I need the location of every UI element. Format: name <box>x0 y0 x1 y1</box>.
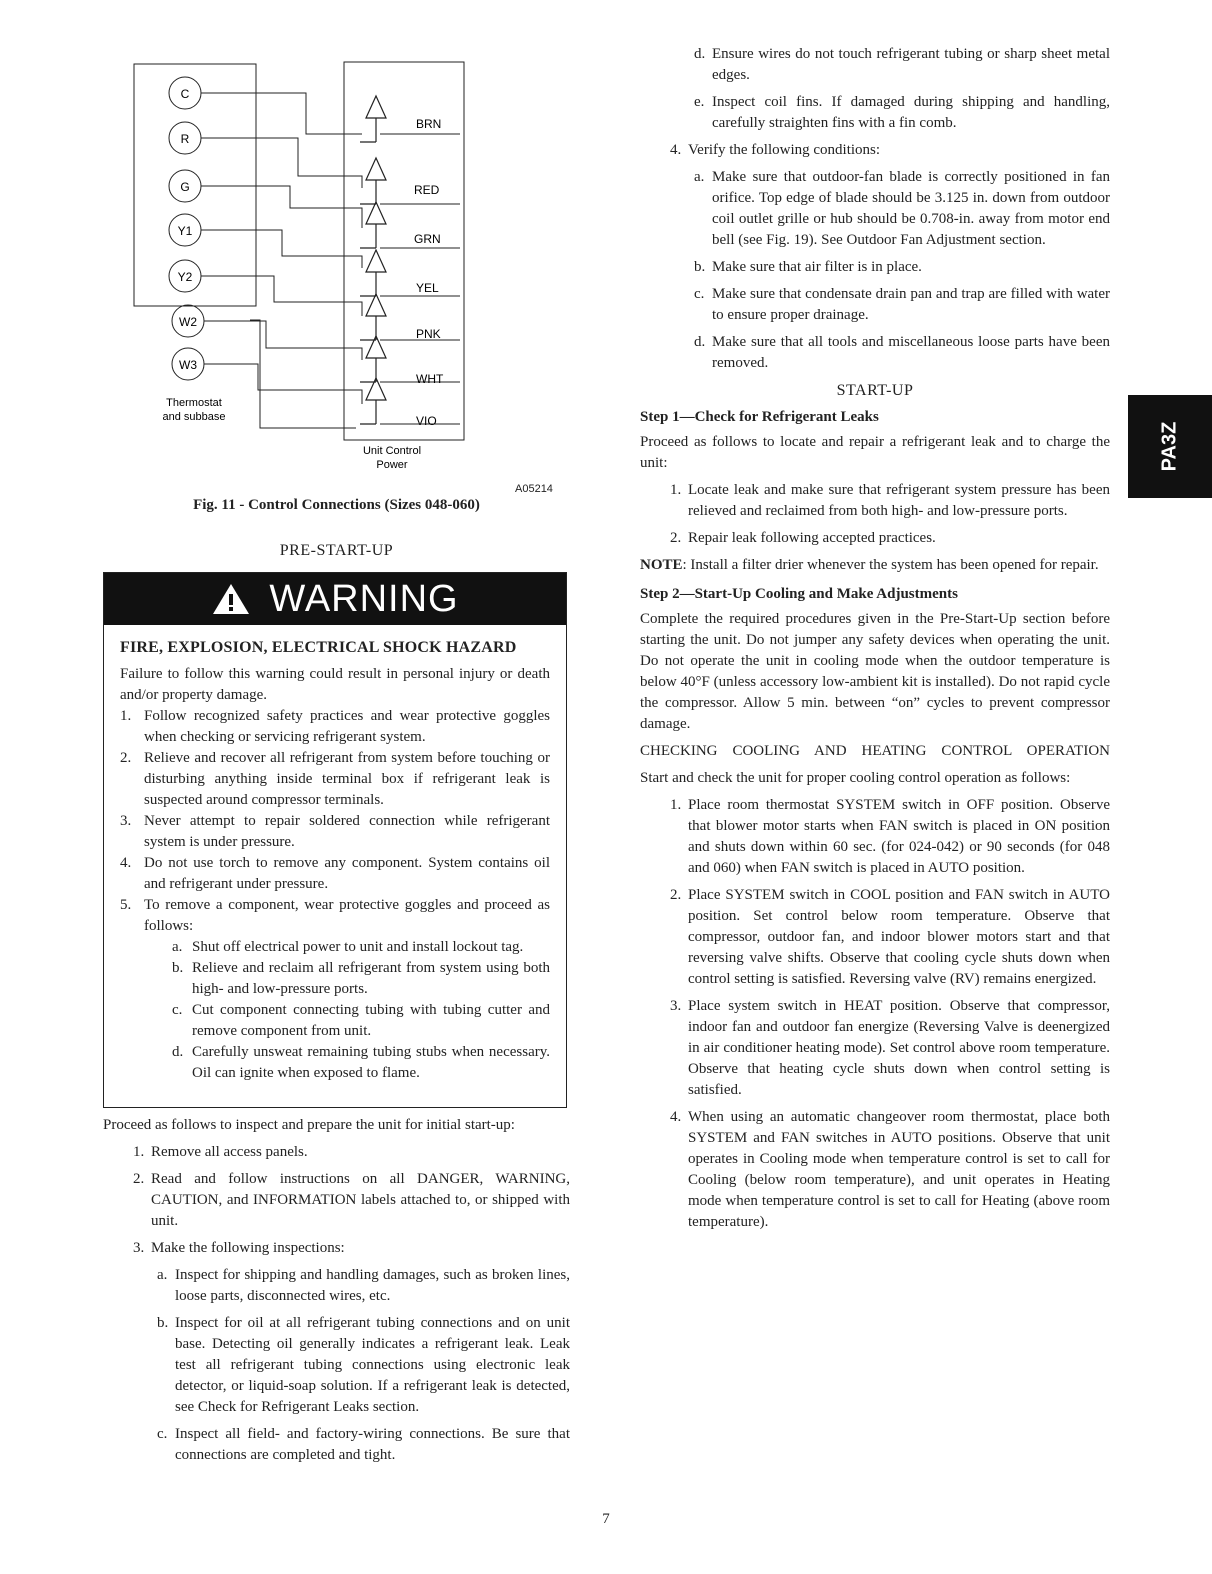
wire-label-yel: YEL <box>416 281 439 295</box>
warning-header-text: WARNING <box>269 577 459 620</box>
warning-item: 1. Follow recognized safety practices and wear protective goggles when checking or servicing refrigerant system. <box>120 708 550 745</box>
list-item: 4. Verify the following conditions: <box>670 142 881 158</box>
wire-label-wht: WHT <box>416 372 444 386</box>
prestart-heading: PRE-START-UP <box>279 542 394 559</box>
list-item: 1. Locate leak and make sure that refrigerant system pressure has been relieved and reclaimed from both high- and low-pressure ports. <box>670 482 1110 519</box>
terminal-c <box>169 77 201 109</box>
list-item: 2. Read and follow instructions on all DANGER, WARNING, CAUTION, and INFORMATION labels attached to, or shipped with unit. <box>133 1171 570 1229</box>
prestart-heading-wrap <box>103 540 570 561</box>
side-tab-label: PA3Z <box>1158 421 1181 472</box>
list-subitem: a. Inspect for shipping and handling damages, such as broken lines, loose parts, disconnected wires, etc. <box>157 1267 570 1304</box>
svg-text:W2: W2 <box>179 315 197 329</box>
list-subitem: e. Inspect coil fins. If damaged during shipping and handling, carefully straighten fins with a fin comb. <box>694 94 1110 131</box>
wire-label-vio: VIO <box>416 414 437 428</box>
list-item: 2. Place SYSTEM switch in COOL position and FAN switch in AUTO position. Set control below room temperature. Observe that compressor, outdoor fan, and indoor blower motors start and that reversing valve shifts. Observe that cooling cycle shuts down when control setting is satisfied. Reversing valve (RV) remains energized. <box>670 887 1110 987</box>
subbase-label: and subbase <box>162 411 226 423</box>
svg-text:Y1: Y1 <box>177 224 193 238</box>
warning-item: 2. Relieve and recover all refrigerant from system before touching or disturbing anything inside terminal box if refrigerant leak is suspected around compressor terminals. <box>120 750 550 808</box>
list-subitem: d. Make sure that all tools and miscellaneous loose parts have been removed. <box>694 334 1110 371</box>
warning-subitem: d. Carefully unsweat remaining tubing stubs when necessary. Oil can ignite when exposed to flame. <box>172 1044 550 1081</box>
step1-title: Step 1—Check for Refrigerant Leaks <box>640 409 879 425</box>
control-connections-diagram <box>130 58 470 478</box>
power-label: Power <box>376 459 408 471</box>
left-column-body <box>103 1115 570 1472</box>
step2-text: Complete the required procedures given in the Pre-Start-Up section before starting the unit. Do not jumper any safety devices when operating the unit. Do not operate the unit in cooling mode when the outdoor temperature is below 40°F (unless accessory low-ambient kit is installed). Do not rapid cycle the compressor. Allow 5 min. between “on” cycles to prevent compressor damage. <box>640 611 1110 732</box>
warning-title: FIRE, EXPLOSION, ELECTRICAL SHOCK HAZARD <box>120 639 517 656</box>
note-text: : Install a filter drier whenever the system has been opened for repair. <box>682 557 1099 573</box>
step2-title: Step 2—Start-Up Cooling and Make Adjustments <box>640 586 958 602</box>
list-subitem: c. Make sure that condensate drain pan and trap are filled with water to ensure proper drainage. <box>694 286 1110 323</box>
side-tab <box>1128 395 1212 498</box>
figure-id: A05214 <box>515 483 553 495</box>
warning-subitem: b. Relieve and reclaim all refrigerant from system using both high- and low-pressure ports. <box>172 960 550 997</box>
list-subitem: a. Make sure that outdoor-fan blade is correctly positioned in fan orifice. Top edge of blade should be 3.125 in. down from outdoor coil outlet grille or hub should be 0.708-in. away from motor end bell (see Fig. 19). See Outdoor Fan Adjustment section. <box>694 169 1110 248</box>
svg-text:Y2: Y2 <box>177 270 193 284</box>
warning-intro: Failure to follow this warning could result in personal injury or death and/or property damage. <box>120 666 550 703</box>
list-item: 1. Place room thermostat SYSTEM switch in OFF position. Observe that blower motor starts when FAN switch is placed in ON position and shuts down within 60 sec. (for 024-042) or 90 seconds (for 048 and 060) when FAN switch is placed in AUTO position. <box>670 797 1110 876</box>
inspect-intro: Proceed as follows to inspect and prepare the unit for initial start-up: <box>103 1117 515 1133</box>
list-item: 4. When using an automatic changeover room thermostat, place both SYSTEM and FAN switches in AUTO positions. Observe that unit operates in Cooling mode when temperature control is set to call for Cooling (below room temperature), and unit operates in Heating mode when temperature control is set to call for Heating (above room temperature). <box>670 1109 1110 1230</box>
terminal-w3 <box>172 348 204 380</box>
check-intro: Start and check the unit for proper cooling control operation as follows: <box>640 770 1071 786</box>
note <box>640 555 1110 576</box>
list-subitem: b. Inspect for oil at all refrigerant tubing connections and on unit base. Detecting oil generally indicates a refrigerant leak. Leak test all refrigerant tubing connections using electronic leak detector, or liquid-soap solution. If a refrigerant leak is detected, see Check for Refrigerant Leaks section. <box>157 1315 570 1415</box>
page-number: 7 <box>602 1511 610 1527</box>
terminal-g <box>169 170 201 202</box>
wire-label-pnk: PNK <box>416 327 441 341</box>
warning-triangle-icon <box>211 582 251 616</box>
step1-intro: Proceed as follows to locate and repair a refrigerant leak and to charge the unit: <box>640 434 1110 471</box>
startup-heading: START-UP <box>836 382 914 399</box>
list-subitem: d. Ensure wires do not touch refrigerant tubing or sharp sheet metal edges. <box>694 46 1110 83</box>
terminal-r <box>169 122 201 154</box>
list-subitem: b. Make sure that air filter is in place. <box>694 259 922 275</box>
list-item: 1. Remove all access panels. <box>133 1144 308 1160</box>
warning-item: 4. Do not use torch to remove any component. System contains oil and refrigerant under pressure. <box>120 855 550 892</box>
note-label: NOTE <box>640 557 683 573</box>
unit-control-label: Unit Control <box>362 445 422 457</box>
warning-header <box>104 573 566 625</box>
warning-box <box>103 572 567 1108</box>
list-item: 3. Place system switch in HEAT position. Observe that compressor, indoor fan and outdoor fan energize (Reversing Valve is deenergized in air conditioner heating mode). Set control above room temperature. Observe that heating cycle shuts down when control setting is satisfied. <box>670 998 1110 1098</box>
terminal-y2 <box>169 260 201 292</box>
warning-item: 3. Never attempt to repair soldered connection while refrigerant system is under pressure. <box>120 813 550 850</box>
wire-label-grn: GRN <box>414 232 441 246</box>
figure-caption: Fig. 11 - Control Connections (Sizes 048-060) <box>193 497 480 513</box>
svg-text:C: C <box>180 87 190 101</box>
warning-item: 5. To remove a component, wear protective goggles and proceed as follows: <box>120 897 550 934</box>
warning-subitem: c. Cut component connecting tubing with tubing cutter and remove component from unit. <box>172 1002 550 1039</box>
svg-text:G: G <box>180 180 190 194</box>
list-subitem: c. Inspect all field- and factory-wiring connections. Be sure that connections are completed and tight. <box>157 1426 570 1463</box>
terminal-w2 <box>172 305 204 337</box>
thermostat-label: Thermostat <box>166 397 222 409</box>
warning-subitem: a. Shut off electrical power to unit and install lockout tag. <box>172 939 524 955</box>
wire-label-brn: BRN <box>416 117 442 131</box>
terminal-y1 <box>169 214 201 246</box>
svg-text:R: R <box>180 132 190 146</box>
svg-text:W3: W3 <box>179 358 197 372</box>
list-item: 2. Repair leak following accepted practices. <box>670 530 936 546</box>
list-item: 3. Make the following inspections: <box>133 1240 345 1256</box>
check-heading: CHECKING COOLING AND HEATING CONTROL OPERATION <box>640 743 1110 759</box>
right-column <box>640 44 1110 1239</box>
wire-label-red: RED <box>414 183 440 197</box>
